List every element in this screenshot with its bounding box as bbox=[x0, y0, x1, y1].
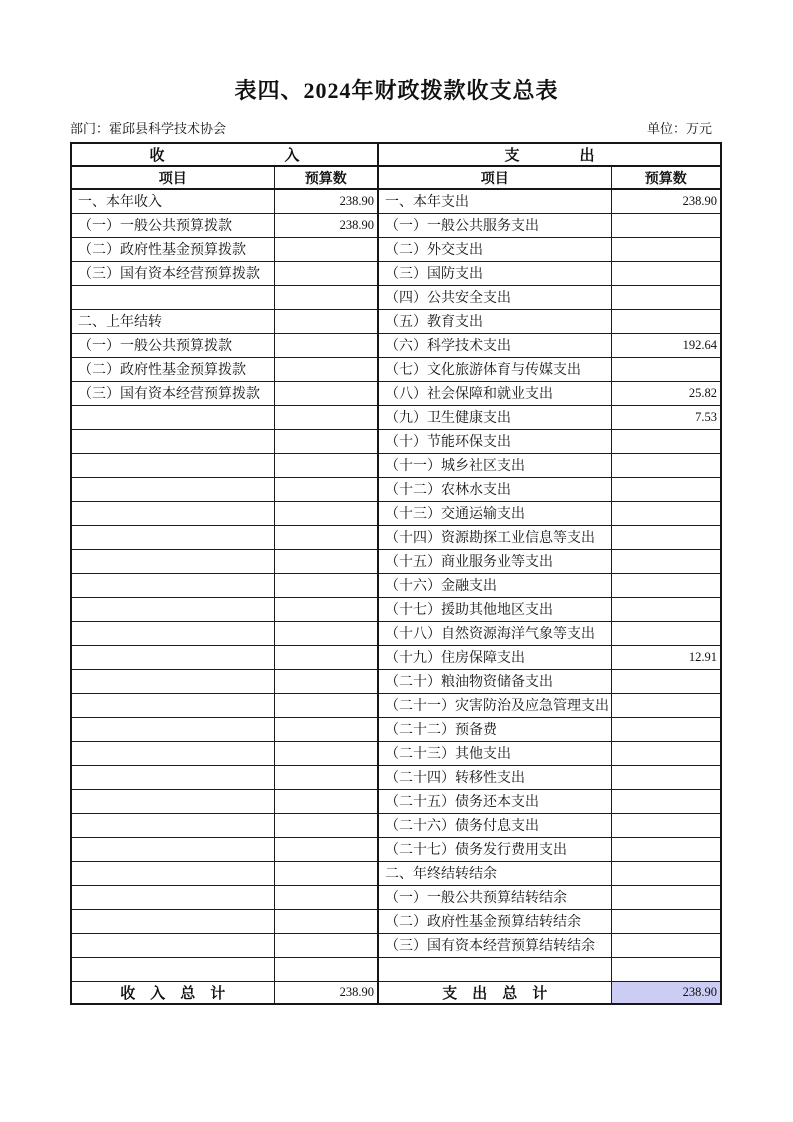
income-item-cell bbox=[71, 693, 274, 717]
expense-value-cell bbox=[611, 261, 721, 285]
unit-label: 单位：万元 bbox=[646, 121, 712, 136]
income-value-cell bbox=[274, 621, 378, 645]
income-item-cell bbox=[71, 669, 274, 693]
table-row bbox=[71, 357, 721, 381]
income-item-cell: （一）一般公共预算拨款 bbox=[71, 213, 274, 237]
income-value-cell bbox=[274, 765, 378, 789]
expense-value-cell: 7.53 bbox=[611, 405, 721, 429]
income-budget-column-header: 预算数 bbox=[274, 166, 378, 189]
income-value-cell bbox=[274, 717, 378, 741]
expense-value-cell: 12.91 bbox=[611, 645, 721, 669]
expense-item-cell: （十一）城乡社区支出 bbox=[378, 453, 611, 477]
expense-item-cell: （二十三）其他支出 bbox=[378, 741, 611, 765]
table-row bbox=[71, 525, 721, 549]
expense-item-cell: （二十）粮油物资储备支出 bbox=[378, 669, 611, 693]
expense-item-cell: （十九）住房保障支出 bbox=[378, 645, 611, 669]
income-item-cell bbox=[71, 285, 274, 309]
expense-value-cell bbox=[611, 861, 721, 885]
expense-total-label: 支 出 总 计 bbox=[378, 981, 611, 1004]
table-row bbox=[71, 309, 721, 333]
expense-item-cell: （二十七）债务发行费用支出 bbox=[378, 837, 611, 861]
expense-item-cell: （三）国防支出 bbox=[378, 261, 611, 285]
expense-value-cell bbox=[611, 933, 721, 957]
income-value-cell bbox=[274, 357, 378, 381]
table-row bbox=[71, 285, 721, 309]
table-row bbox=[71, 885, 721, 909]
income-section-header: 收 入 bbox=[71, 143, 378, 166]
expense-item-cell: （十二）农林水支出 bbox=[378, 477, 611, 501]
income-value-cell: 238.90 bbox=[274, 213, 378, 237]
expense-item-cell: （十三）交通运输支出 bbox=[378, 501, 611, 525]
expense-value-cell bbox=[611, 525, 721, 549]
table-row bbox=[71, 669, 721, 693]
table-row bbox=[71, 957, 721, 981]
expense-item-cell: （十四）资源勘探工业信息等支出 bbox=[378, 525, 611, 549]
income-item-cell bbox=[71, 405, 274, 429]
income-value-cell bbox=[274, 669, 378, 693]
table-row bbox=[71, 645, 721, 669]
department-label: 部门：霍邱县科学技术协会 bbox=[70, 121, 227, 136]
expense-value-cell bbox=[611, 357, 721, 381]
table-row bbox=[71, 237, 721, 261]
expense-item-cell: （十七）援助其他地区支出 bbox=[378, 597, 611, 621]
expense-item-cell: 二、年终结转结余 bbox=[378, 861, 611, 885]
expense-value-cell bbox=[611, 741, 721, 765]
income-value-cell bbox=[274, 381, 378, 405]
expense-item-cell: （二十五）债务还本支出 bbox=[378, 789, 611, 813]
income-item-cell bbox=[71, 645, 274, 669]
income-value-cell bbox=[274, 933, 378, 957]
table-row bbox=[71, 933, 721, 957]
expense-item-cell: （五）教育支出 bbox=[378, 309, 611, 333]
income-value-cell bbox=[274, 789, 378, 813]
income-value-cell bbox=[274, 477, 378, 501]
expense-item-cell: （一）一般公共预算结转结余 bbox=[378, 885, 611, 909]
income-value-cell bbox=[274, 573, 378, 597]
expense-value-cell bbox=[611, 309, 721, 333]
expense-total-value: 238.90 bbox=[611, 981, 721, 1004]
income-value-cell bbox=[274, 525, 378, 549]
income-item-cell bbox=[71, 549, 274, 573]
income-item-cell bbox=[71, 765, 274, 789]
expense-value-cell bbox=[611, 573, 721, 597]
expense-value-cell bbox=[611, 621, 721, 645]
expense-value-cell bbox=[611, 477, 721, 501]
table-body bbox=[71, 189, 721, 981]
expense-item-cell: （二十六）债务付息支出 bbox=[378, 813, 611, 837]
table-row bbox=[71, 837, 721, 861]
table-row bbox=[71, 861, 721, 885]
table-row bbox=[71, 909, 721, 933]
total-row bbox=[71, 981, 721, 1004]
expense-item-cell: （八）社会保障和就业支出 bbox=[378, 381, 611, 405]
table-row bbox=[71, 717, 721, 741]
table-row bbox=[71, 189, 721, 213]
expense-item-cell: （三）国有资本经营预算结转结余 bbox=[378, 933, 611, 957]
income-item-cell bbox=[71, 885, 274, 909]
expense-item-cell: （二十四）转移性支出 bbox=[378, 765, 611, 789]
income-value-cell bbox=[274, 813, 378, 837]
table-row bbox=[71, 789, 721, 813]
expense-value-cell: 192.64 bbox=[611, 333, 721, 357]
income-value-cell bbox=[274, 909, 378, 933]
budget-table bbox=[70, 142, 722, 1005]
income-value-cell bbox=[274, 429, 378, 453]
income-value-cell bbox=[274, 501, 378, 525]
income-item-cell bbox=[71, 741, 274, 765]
expense-item-cell: （十六）金融支出 bbox=[378, 573, 611, 597]
expense-value-cell bbox=[611, 549, 721, 573]
income-item-cell: （三）国有资本经营预算拨款 bbox=[71, 381, 274, 405]
income-item-cell bbox=[71, 789, 274, 813]
expense-value-cell bbox=[611, 597, 721, 621]
income-item-cell bbox=[71, 525, 274, 549]
income-value-cell bbox=[274, 957, 378, 981]
table-row bbox=[71, 333, 721, 357]
expense-budget-column-header: 预算数 bbox=[611, 166, 721, 189]
expense-value-cell bbox=[611, 285, 721, 309]
table-row bbox=[71, 741, 721, 765]
column-header-row bbox=[71, 166, 721, 189]
expense-item-column-header: 项目 bbox=[378, 166, 611, 189]
table-row bbox=[71, 477, 721, 501]
income-value-cell bbox=[274, 405, 378, 429]
income-item-cell: （三）国有资本经营预算拨款 bbox=[71, 261, 274, 285]
expense-value-cell bbox=[611, 501, 721, 525]
income-item-cell: 二、上年结转 bbox=[71, 309, 274, 333]
expense-item-cell: （一）一般公共服务支出 bbox=[378, 213, 611, 237]
income-value-cell bbox=[274, 861, 378, 885]
table-row bbox=[71, 597, 721, 621]
income-item-cell: 一、本年收入 bbox=[71, 189, 274, 213]
expense-value-cell bbox=[611, 909, 721, 933]
income-value-cell bbox=[274, 333, 378, 357]
income-value-cell bbox=[274, 885, 378, 909]
income-value-cell bbox=[274, 261, 378, 285]
income-item-column-header: 项目 bbox=[71, 166, 274, 189]
income-value-cell bbox=[274, 453, 378, 477]
income-value-cell bbox=[274, 285, 378, 309]
table-row bbox=[71, 261, 721, 285]
section-header-row bbox=[71, 143, 721, 166]
expense-value-cell bbox=[611, 213, 721, 237]
income-value-cell bbox=[274, 645, 378, 669]
meta-row bbox=[70, 118, 720, 137]
income-item-cell bbox=[71, 813, 274, 837]
income-item-cell bbox=[71, 909, 274, 933]
expense-value-cell bbox=[611, 237, 721, 261]
expense-value-cell bbox=[611, 429, 721, 453]
income-total-label: 收 入 总 计 bbox=[71, 981, 274, 1004]
expense-item-cell bbox=[378, 957, 611, 981]
expense-item-cell: （十）节能环保支出 bbox=[378, 429, 611, 453]
expense-item-cell: （二）外交支出 bbox=[378, 237, 611, 261]
income-value-cell bbox=[274, 741, 378, 765]
expense-item-cell: （二十一）灾害防治及应急管理支出 bbox=[378, 693, 611, 717]
expense-value-cell bbox=[611, 837, 721, 861]
expense-item-cell: （九）卫生健康支出 bbox=[378, 405, 611, 429]
expense-value-cell: 25.82 bbox=[611, 381, 721, 405]
table-row bbox=[71, 765, 721, 789]
table-row bbox=[71, 453, 721, 477]
income-item-cell bbox=[71, 429, 274, 453]
table-row bbox=[71, 501, 721, 525]
income-value-cell bbox=[274, 309, 378, 333]
income-item-cell: （二）政府性基金预算拨款 bbox=[71, 237, 274, 261]
table-row bbox=[71, 573, 721, 597]
expense-value-cell bbox=[611, 765, 721, 789]
expense-value-cell bbox=[611, 693, 721, 717]
income-value-cell bbox=[274, 837, 378, 861]
expense-value-cell bbox=[611, 885, 721, 909]
expense-value-cell: 238.90 bbox=[611, 189, 721, 213]
income-item-cell bbox=[71, 837, 274, 861]
expense-value-cell bbox=[611, 669, 721, 693]
expense-item-cell: （十五）商业服务业等支出 bbox=[378, 549, 611, 573]
table-row bbox=[71, 405, 721, 429]
expense-item-cell: （四）公共安全支出 bbox=[378, 285, 611, 309]
income-item-cell bbox=[71, 453, 274, 477]
income-item-cell bbox=[71, 861, 274, 885]
table-row bbox=[71, 429, 721, 453]
income-item-cell bbox=[71, 573, 274, 597]
expense-value-cell bbox=[611, 789, 721, 813]
table-row bbox=[71, 213, 721, 237]
table-row bbox=[71, 813, 721, 837]
expense-item-cell: （十八）自然资源海洋气象等支出 bbox=[378, 621, 611, 645]
income-value-cell bbox=[274, 549, 378, 573]
expense-value-cell bbox=[611, 813, 721, 837]
income-value-cell: 238.90 bbox=[274, 189, 378, 213]
income-item-cell bbox=[71, 717, 274, 741]
expense-value-cell bbox=[611, 717, 721, 741]
table-row bbox=[71, 549, 721, 573]
income-value-cell bbox=[274, 597, 378, 621]
expense-item-cell: 一、本年支出 bbox=[378, 189, 611, 213]
income-item-cell bbox=[71, 597, 274, 621]
income-item-cell bbox=[71, 477, 274, 501]
income-total-value: 238.90 bbox=[274, 981, 378, 1004]
income-item-cell bbox=[71, 933, 274, 957]
income-item-cell bbox=[71, 957, 274, 981]
expense-item-cell: （二十二）预备费 bbox=[378, 717, 611, 741]
expense-item-cell: （七）文化旅游体育与传媒支出 bbox=[378, 357, 611, 381]
expense-value-cell bbox=[611, 957, 721, 981]
table-row bbox=[71, 381, 721, 405]
income-item-cell: （二）政府性基金预算拨款 bbox=[71, 357, 274, 381]
income-item-cell bbox=[71, 501, 274, 525]
income-value-cell bbox=[274, 237, 378, 261]
expense-value-cell bbox=[611, 453, 721, 477]
page-title: 表四、2024年财政拨款收支总表 bbox=[234, 78, 559, 103]
expense-item-cell: （六）科学技术支出 bbox=[378, 333, 611, 357]
table-row bbox=[71, 621, 721, 645]
income-value-cell bbox=[274, 693, 378, 717]
expense-section-header: 支 出 bbox=[378, 143, 721, 166]
table-row bbox=[71, 693, 721, 717]
expense-item-cell: （二）政府性基金预算结转结余 bbox=[378, 909, 611, 933]
income-item-cell bbox=[71, 621, 274, 645]
income-item-cell: （一）一般公共预算拨款 bbox=[71, 333, 274, 357]
